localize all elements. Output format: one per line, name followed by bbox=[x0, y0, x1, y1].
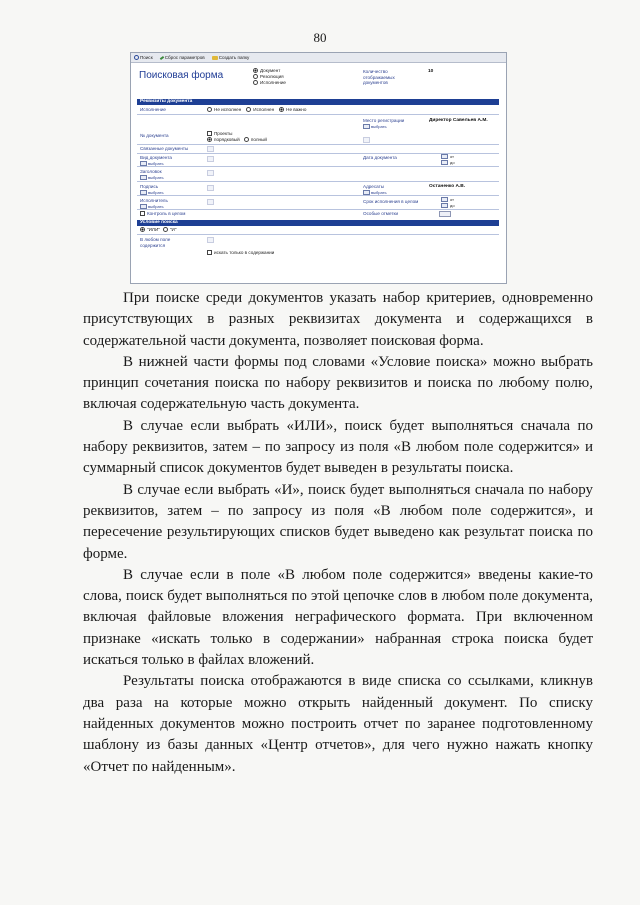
number-full-radio[interactable]: полный bbox=[244, 137, 267, 142]
executor-pick[interactable]: выбрать bbox=[140, 204, 168, 209]
exec-deadline-range bbox=[441, 197, 455, 208]
paragraph: При поиске среди документов указать набор критериев, одновременно присутствующих в разных реквизитах документа и содержащихся в содержательной части документа, позволяет поисковая форма. bbox=[83, 290, 593, 349]
brush-icon bbox=[160, 56, 164, 60]
count-value[interactable]: 10 bbox=[428, 69, 434, 74]
form-title: Поисковая форма bbox=[139, 70, 224, 81]
execution-done[interactable]: Исполнен bbox=[246, 107, 274, 113]
reset-button[interactable] bbox=[160, 55, 205, 60]
toolbar bbox=[131, 53, 507, 63]
addressees-pick[interactable]: выбрать bbox=[363, 190, 387, 195]
special-marks-select[interactable] bbox=[439, 211, 451, 217]
doc-type-resolution[interactable]: Резолюция bbox=[253, 74, 286, 80]
create-folder-button[interactable] bbox=[212, 55, 250, 60]
condition-section-header: Условие поиска bbox=[137, 220, 499, 226]
paragraph: В случае если выбрать «И», поиск будет выполняться сначала по набору реквизитов, затем – по запросу из поля «В любом поле содержится», и пересечение результирующих списков будет выведено как результат поиска по форме. bbox=[83, 481, 593, 562]
doc-date-from[interactable]: от bbox=[441, 154, 455, 160]
addressees-label: Адресаты bbox=[363, 184, 385, 189]
registration-place-value: Директор Савельев А.М. bbox=[429, 118, 488, 123]
doc-type-radio-group bbox=[253, 68, 286, 86]
projects-checkbox[interactable]: Проекты bbox=[207, 131, 267, 137]
control-checkbox[interactable]: Контроль в целом bbox=[140, 211, 185, 217]
doc-date-to[interactable]: до bbox=[441, 160, 455, 166]
paragraph: В нижней части формы под словами «Условие поиска» можно выбрать принцип сочетания поиска по набору реквизитов и поиска по любому полю, включая содержательную часть документа. bbox=[83, 353, 593, 413]
doc-kind-field bbox=[140, 155, 172, 166]
related-docs-input[interactable] bbox=[207, 146, 214, 152]
addressees-field bbox=[363, 184, 387, 195]
doc-kind-label: Вид документа bbox=[140, 155, 172, 160]
signature-field bbox=[140, 184, 164, 195]
execution-radio-group bbox=[207, 107, 306, 113]
condition-and-radio[interactable]: "И" bbox=[163, 227, 177, 233]
doc-date-label: Дата документа bbox=[363, 155, 397, 160]
header-pick[interactable]: выбрать bbox=[140, 175, 164, 180]
executor-label: Исполнитель bbox=[140, 198, 168, 203]
signature-input[interactable] bbox=[207, 185, 214, 191]
folder-icon bbox=[212, 56, 218, 60]
execution-not-done[interactable]: Не исполнен bbox=[207, 107, 241, 113]
paragraph: В случае если выбрать «ИЛИ», поиск будет выполняться сначала по набору реквизитов, затем – по запросу из поля «В любом поле содержится» и суммарный список документов будет выведен в результаты поиска. bbox=[83, 417, 593, 477]
exec-deadline-to[interactable]: до bbox=[441, 203, 455, 209]
doc-number-input[interactable] bbox=[363, 137, 370, 143]
number-ordinal-radio[interactable]: порядковый bbox=[207, 137, 240, 142]
paragraph: Результаты поиска отображаются в виде списка со ссылками, кликнув два раза на которые можно открыть найденный документ. По списку найденных документов можно построить отчет по заранее подготовленному шаблону из базы данных «Центр отчетов», для чего нужно нажать кнопку «Отчет по найденным». bbox=[83, 673, 593, 775]
content-only-checkbox[interactable]: искать только в содержании bbox=[207, 250, 274, 256]
condition-or-radio[interactable]: "ИЛИ" bbox=[140, 227, 160, 233]
doc-kind-input[interactable] bbox=[207, 156, 214, 162]
registration-place-field bbox=[363, 118, 404, 129]
search-icon bbox=[134, 55, 139, 60]
reset-button-label: Сброс параметров bbox=[164, 55, 205, 60]
related-docs-label: Связанные документы bbox=[140, 146, 189, 151]
doc-type-document[interactable]: Документ bbox=[253, 68, 286, 74]
count-label: Количество отображаемых документов bbox=[363, 69, 395, 85]
header-label: Заголовок bbox=[140, 169, 162, 174]
executor-field bbox=[140, 198, 168, 209]
doc-number-options bbox=[207, 131, 267, 143]
condition-radio-group bbox=[140, 227, 176, 233]
doc-date-range bbox=[441, 154, 455, 165]
doc-kind-pick[interactable]: выбрать bbox=[140, 161, 172, 166]
special-marks-label: Особые отметки bbox=[363, 211, 399, 216]
signature-label: Подпись bbox=[140, 184, 159, 189]
number-mode-radios bbox=[207, 137, 267, 143]
header-field bbox=[140, 169, 164, 180]
registration-place-pick[interactable]: выбрать bbox=[363, 124, 404, 129]
page-number: 80 bbox=[313, 30, 327, 45]
exec-deadline-from[interactable]: от bbox=[441, 197, 455, 203]
doc-type-execution[interactable]: Исполнение bbox=[253, 80, 286, 86]
paragraph: В случае если в поле «В любом поле содержится» введены какие-то слова, поиск будет выполняться по этой цепочке слов в любом поле документа, включая файловые вложения неграфического формата. При включенном признаке «искать только в содержании» набранная строка поиска будет искаться только в файлах вложений. bbox=[83, 566, 593, 669]
registration-place-label: Место регистрации bbox=[363, 118, 405, 123]
execution-any[interactable]: Не важно bbox=[279, 107, 306, 113]
doc-number-label: № документа bbox=[140, 133, 169, 138]
body-text bbox=[83, 288, 593, 778]
search-button-label: Поиск bbox=[140, 55, 153, 60]
requisites-section-header: Реквизиты документа bbox=[137, 99, 499, 105]
header-input[interactable] bbox=[207, 170, 214, 176]
search-form-screenshot bbox=[130, 52, 507, 284]
search-button[interactable] bbox=[134, 55, 153, 60]
executor-input[interactable] bbox=[207, 199, 214, 205]
any-field-input[interactable] bbox=[207, 237, 214, 243]
exec-deadline-label: Срок исполнения в целом bbox=[363, 199, 419, 204]
execution-label: Исполнение bbox=[140, 107, 166, 112]
create-folder-label: Создать папку bbox=[218, 55, 250, 60]
any-field-label: В любом поле содержится bbox=[140, 237, 171, 248]
addressees-value: Останенко А.В. bbox=[429, 184, 466, 189]
signature-pick[interactable]: выбрать bbox=[140, 190, 164, 195]
